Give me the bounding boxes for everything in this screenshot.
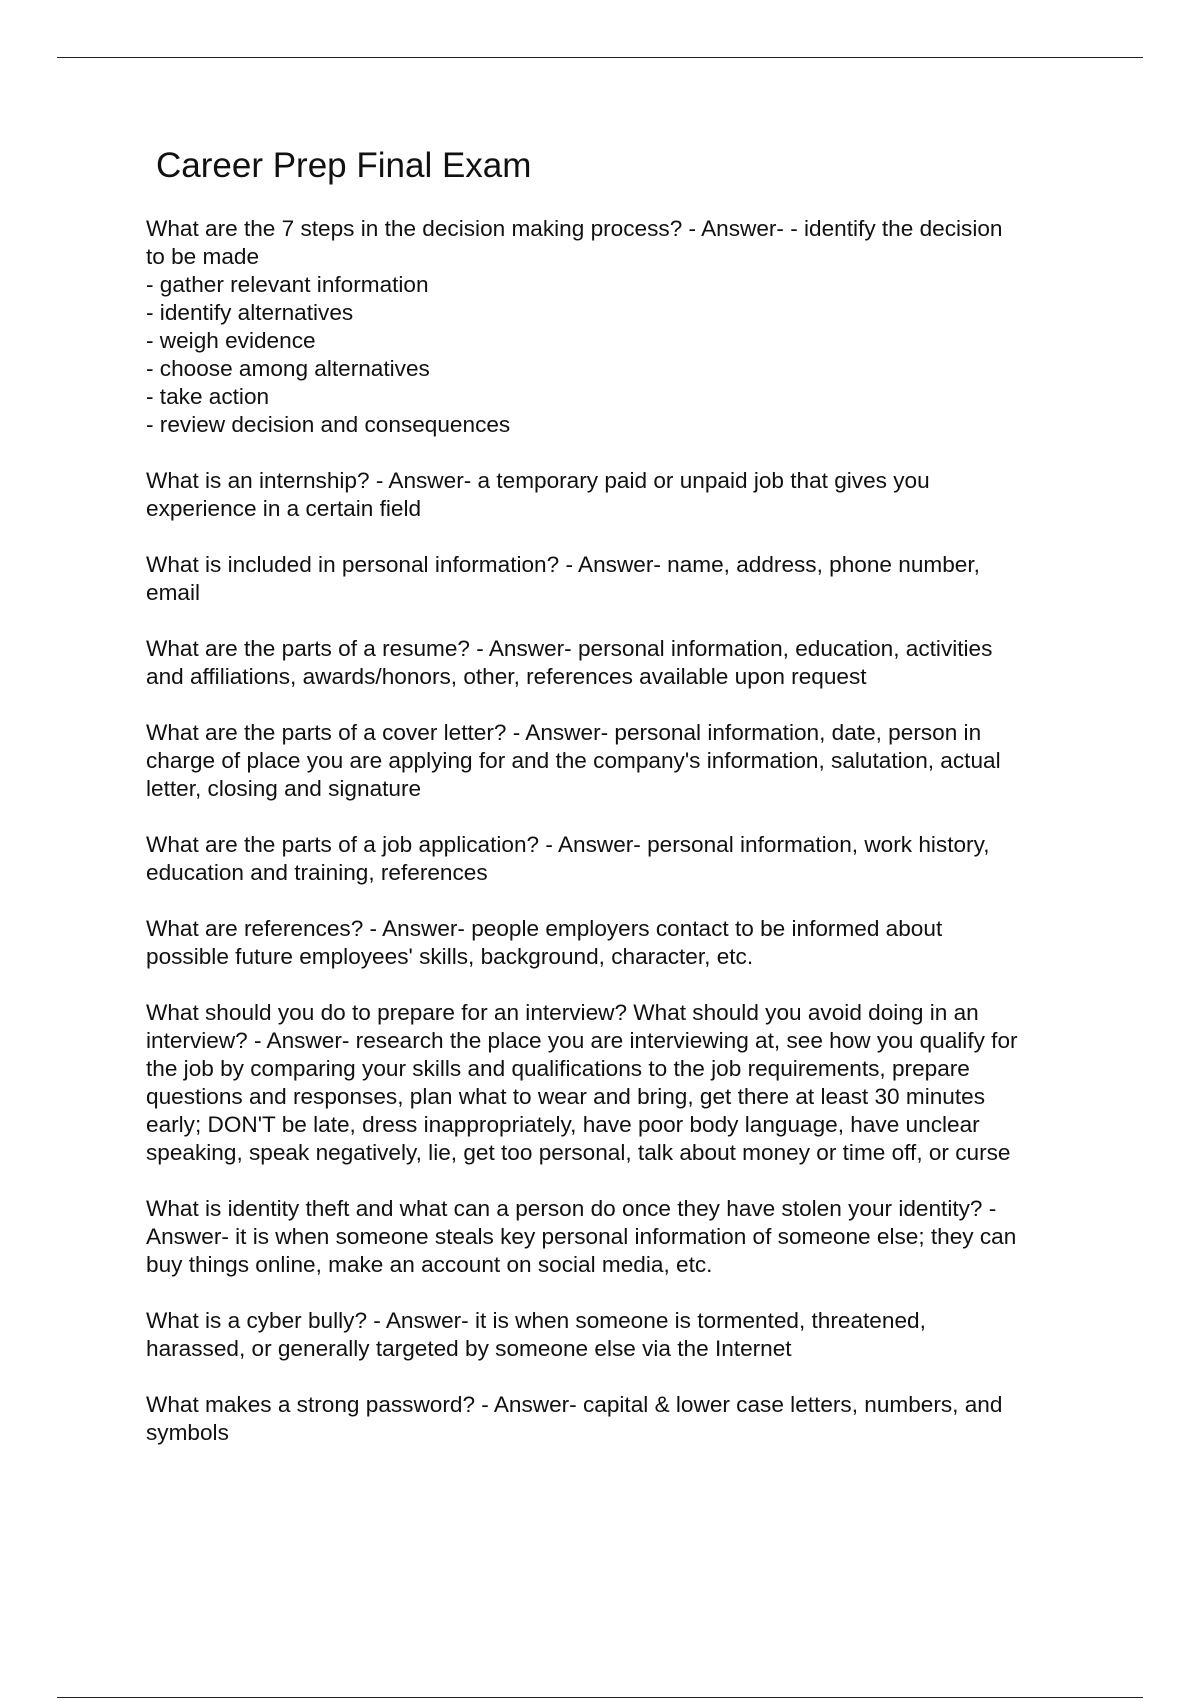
qa-text-line: - choose among alternatives — [146, 356, 430, 381]
qa-item — [146, 915, 1086, 971]
qa-text-line: experience in a certain field — [146, 496, 422, 521]
qa-text-line: What are the parts of a resume? - Answer- personal information, education, activities — [146, 636, 993, 661]
qa-text-line: education and training, references — [146, 860, 488, 885]
qa-list — [146, 215, 1086, 1475]
qa-text-line: What is identity theft and what can a person do once they have stolen your identity? - — [146, 1196, 997, 1221]
qa-text-line: to be made — [146, 244, 260, 269]
qa-text-line: the job by comparing your skills and qualifications to the job requirements, prepare — [146, 1056, 970, 1081]
qa-text-line: What should you do to prepare for an interview? What should you avoid doing in an — [146, 1000, 979, 1025]
qa-text-line: What are the 7 steps in the decision making process? - Answer- - identify the decision — [146, 216, 1003, 241]
qa-text-line: What is a cyber bully? - Answer- it is when someone is tormented, threatened, — [146, 1308, 926, 1333]
qa-item — [146, 831, 1086, 887]
qa-item — [146, 999, 1086, 1167]
footer-rule — [57, 1697, 1143, 1698]
qa-item — [146, 1307, 1086, 1363]
qa-text-line: symbols — [146, 1420, 229, 1445]
qa-item — [146, 1195, 1086, 1279]
qa-item — [146, 719, 1086, 803]
qa-text-line: - gather relevant information — [146, 272, 429, 297]
qa-text-line: What are references? - Answer- people employers contact to be informed about — [146, 916, 943, 941]
qa-text-line: buy things online, make an account on social media, etc. — [146, 1252, 713, 1277]
qa-text-line: - identify alternatives — [146, 300, 354, 325]
qa-item — [146, 635, 1086, 691]
qa-item — [146, 551, 1086, 607]
qa-text-line: email — [146, 580, 200, 605]
qa-text-line: - review decision and consequences — [146, 412, 511, 437]
qa-text-line: - take action — [146, 384, 270, 409]
header-rule — [57, 57, 1143, 58]
page-title: Career Prep Final Exam — [156, 146, 532, 185]
qa-text-line: What makes a strong password? - Answer- capital & lower case letters, numbers, and — [146, 1392, 1003, 1417]
qa-text-line: and affiliations, awards/honors, other, references available upon request — [146, 664, 867, 689]
qa-text-line: questions and responses, plan what to wear and bring, get there at least 30 minutes — [146, 1084, 986, 1109]
qa-text-line: speaking, speak negatively, lie, get too personal, talk about money or time off, or curse — [146, 1140, 1011, 1165]
qa-text-line: What are the parts of a cover letter? - Answer- personal information, date, person in — [146, 720, 982, 745]
qa-text-line: interview? - Answer- research the place you are interviewing at, see how you qualify for — [146, 1028, 1018, 1053]
qa-text-line: harassed, or generally targeted by someone else via the Internet — [146, 1336, 792, 1361]
qa-text-line: - weigh evidence — [146, 328, 316, 353]
qa-item — [146, 467, 1086, 523]
qa-text-line: possible future employees' skills, background, character, etc. — [146, 944, 754, 969]
qa-text-line: early; DON'T be late, dress inappropriately, have poor body language, have unclear — [146, 1112, 980, 1137]
qa-text-line: What is included in personal information? - Answer- name, address, phone number, — [146, 552, 980, 577]
qa-text-line: charge of place you are applying for and the company's information, salutation, actual — [146, 748, 1001, 773]
qa-text-line: What are the parts of a job application? - Answer- personal information, work history, — [146, 832, 990, 857]
qa-item — [146, 215, 1086, 439]
qa-item — [146, 1391, 1086, 1447]
qa-text-line: What is an internship? - Answer- a temporary paid or unpaid job that gives you — [146, 468, 930, 493]
qa-text-line: letter, closing and signature — [146, 776, 422, 801]
qa-text-line: Answer- it is when someone steals key personal information of someone else; they can — [146, 1224, 1017, 1249]
